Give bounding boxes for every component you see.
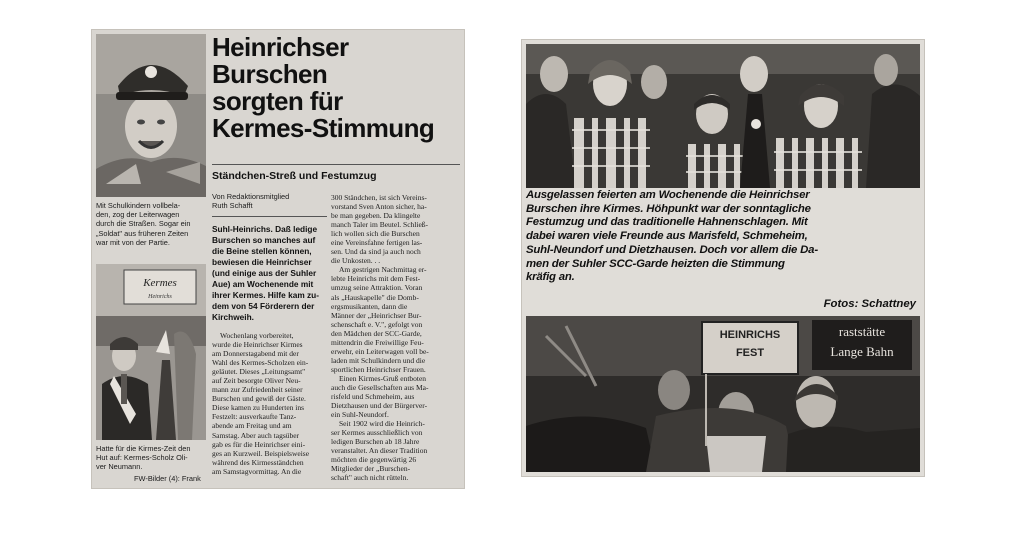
text-line: Wahl des Kermes-Scholzen ein- (212, 358, 309, 368)
lead-line: dem von 54 Förderern der (212, 301, 315, 311)
text-line: Wochenlang vorbereitet, (220, 331, 294, 340)
byline-divider (212, 216, 327, 217)
caption-line: Ausgelassen feierten am Wochenende die Heinrichser (526, 189, 810, 201)
photo-boy-with-cap (96, 34, 206, 197)
banner-fest-text: FEST (735, 347, 765, 359)
photo-festumzug-crowd (526, 316, 920, 472)
photo1-caption (96, 201, 208, 247)
photo2-caption (96, 444, 210, 472)
banner-heinrichs-text: HEINRICHS (719, 329, 781, 341)
caption-line: Suhl-Neundorf und Dietzhausen. Doch vor allem die Da- (526, 243, 818, 256)
text-line: abende am Freitag und am (212, 421, 292, 431)
text-line: erwehr, ein Leiterwagen voll be- (331, 346, 429, 356)
right-newspaper-clipping (522, 40, 924, 476)
text-line: Burschen und gewiß der Gäste. (212, 394, 306, 404)
caption-line: Burschen ihre Kirmes. Höhpunkt war der sonntagliche (526, 202, 811, 215)
text-line: schenschaft e. V.", gefolgt von (331, 319, 423, 329)
text-line: lich wollen sich die Burschen (331, 229, 420, 239)
article-headline (212, 34, 462, 142)
caption-line: „Soldat" aus früheren Zeiten (96, 228, 189, 238)
text-line: ergsmusikanten, dann die (331, 301, 408, 311)
lead-line: die Beine stellen können, (212, 246, 312, 256)
lead-line: bewiesen die Heinrichser (212, 257, 312, 267)
text-line: wurde die Heinrichser Kirmes (212, 340, 303, 350)
caption-line: Festumzug und das traditionelle Hahnenschlagen. Mit (526, 216, 808, 229)
text-line: sportlichen Heinrichser Frauen. (331, 364, 426, 374)
text-line: den Mädchen der SCC-Garde, (331, 328, 422, 338)
text-line: Samstag. Aber auch tagsüber (212, 430, 300, 440)
lead-line: Aue) am Wochenende mit (212, 279, 314, 289)
text-line: am Samstagvormittag. An die (212, 466, 302, 476)
text-line: manch Taler im Beutel. Schließ- (331, 220, 429, 230)
lange-bahn-sign-text: Lange Bahn (830, 344, 894, 359)
text-line: Diese kamen zu Hunderten ins (212, 403, 305, 413)
lead-line: (und einige aus der Suhler (212, 268, 317, 278)
article-subheadline: Ständchen-Streß und Festumzug (212, 170, 377, 182)
text-line: am Donnerstagabend mit der (212, 349, 299, 359)
text-line: schaft" auch nicht rütteln. (331, 473, 409, 483)
text-line: mittendrin die Freiwillige Feu- (331, 337, 424, 347)
text-line: mann zur Zufriedenheit seiner (212, 385, 303, 395)
text-line: umzug seine Attraktion. Voran (331, 283, 423, 293)
article-column-1 (212, 331, 326, 476)
lead-line: Suhl-Heinrichs. Daß ledige (212, 224, 318, 234)
photo-scc-garde-women (526, 44, 920, 188)
photo-credit: FW-Bilder (4): Frank (134, 474, 201, 483)
text-line: auf Zeit besorgte Oliver Neu- (212, 376, 301, 386)
raststaette-sign-text: raststätte (838, 324, 886, 339)
text-line: während des Kirmesständchen (212, 457, 304, 467)
headline-divider (212, 164, 460, 165)
right-photo-credit: Fotos: Schattney (823, 298, 916, 310)
caption-line: war mit von der Partie. (96, 237, 170, 247)
text-line: vorstand Sven Anton sicher, ha- (331, 202, 427, 212)
caption-line: kräfig an. (526, 271, 575, 284)
article-lead-paragraph (212, 224, 324, 323)
text-line: lebte Heinrichs mit dem Fest- (331, 274, 421, 284)
text-line: Festzelt: ausverkaufte Tanz- (212, 412, 297, 422)
headline-line: sorgten für (212, 86, 343, 116)
text-line: ges an Kurzweil. Beispielsweise (212, 448, 310, 458)
photo-kermes-scholz (96, 264, 206, 440)
text-line: eine Vereinsfahne fertigen las- (331, 238, 423, 248)
text-line: die Unkosten. . . (331, 256, 381, 266)
right-photo-caption (526, 189, 920, 285)
text-line: veranstaltet. An dieser Tradition (331, 446, 428, 456)
text-line: 300 Ständchen, ist sich Vereins- (331, 193, 427, 202)
text-line: geläutet. Dieses „Leitungsamt" (212, 367, 306, 377)
lead-line: Kirchweih. (212, 312, 254, 322)
text-line: Einen Kirmes-Gruß entboten (339, 373, 427, 383)
text-line: risfeld und Schmeheim, aus (331, 392, 415, 402)
text-line: gab es für die Heinrichser eini- (212, 439, 306, 449)
text-line: als „Hauskapelle" die Domb- (331, 292, 419, 302)
text-line: Dietzhausen und der Bürgerver- (331, 401, 428, 411)
sign-kermes-text: Kermes (143, 277, 177, 289)
text-line: be man gegeben. Da klingelte (331, 211, 421, 221)
text-line: ein Suhl-Neundorf. (331, 410, 389, 420)
caption-line: men der Suhler SCC-Garde heizten die Stimmung (526, 257, 785, 270)
caption-line: den, zog der Leiterwagen (96, 210, 180, 220)
caption-line: Mit Schulkindern vollbela- (96, 201, 181, 210)
text-line: Männer der „Heinrichser Bur- (331, 310, 422, 320)
text-line: Seit 1902 wird die Heinrich- (339, 419, 425, 429)
lead-line: ihrer Kermes. Hilfe kam zu- (212, 290, 319, 300)
article-byline (212, 192, 289, 210)
byline-line: Von Redaktionsmitglied (212, 192, 290, 201)
text-line: laden mit Schulkindern und die (331, 355, 426, 365)
text-line: möchten die gegenwärtig 26 (331, 455, 417, 465)
headline-line: Kermes-Stimmung (212, 113, 435, 143)
text-line: ledigen Burschen ab 18 Jahre (331, 437, 420, 447)
caption-line: durch die Straßen. Sogar ein (96, 219, 191, 229)
byline-line: Ruth Schafft (212, 201, 253, 210)
caption-line: dabei waren viele Freunde aus Marisfeld, Schmeheim, (526, 230, 808, 243)
text-line: auch die Gesellschaften aus Ma- (331, 382, 429, 392)
caption-line: Hut auf: Kermes-Scholz Oli- (96, 453, 188, 463)
left-newspaper-clipping (92, 30, 464, 488)
sign-heinrichs-text: Heinrichs (148, 294, 172, 300)
headline-line: Heinrichser Burschen (212, 32, 349, 89)
text-line: ser Kermes ausschließlich von (331, 428, 423, 438)
text-line: Mitglieder der „Burschen- (331, 464, 411, 474)
text-line: sen. Und da sind ja auch noch (331, 247, 421, 257)
caption-line: ver Neumann. (96, 462, 143, 472)
text-line: Am gestrigen Nachmittag er- (339, 265, 427, 275)
article-column-2 (331, 193, 453, 483)
lead-line: Burschen so manches auf (212, 235, 316, 245)
caption-line: Hatte für die Kirmes-Zeit den (96, 444, 191, 453)
